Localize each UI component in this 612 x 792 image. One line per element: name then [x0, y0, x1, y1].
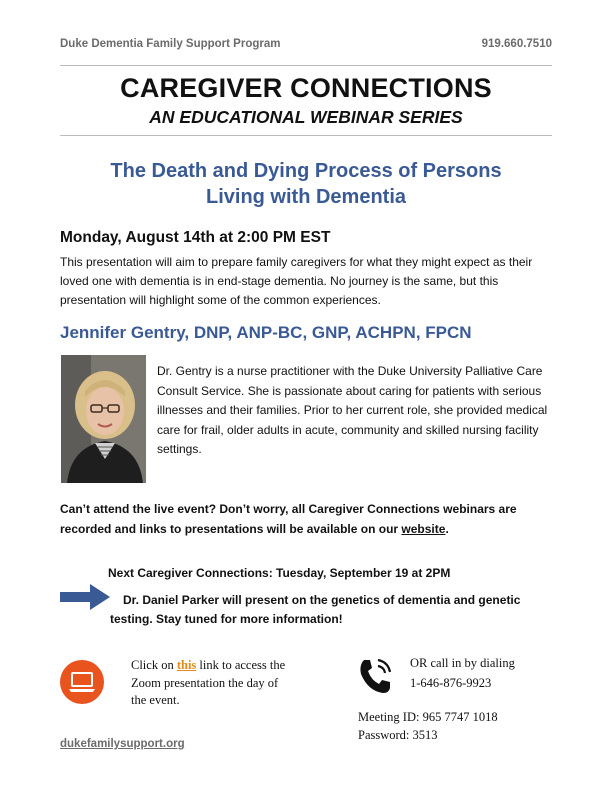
- talk-title: [60, 158, 552, 210]
- organization-name: Duke Dementia Family Support Program: [60, 38, 281, 50]
- meeting-id: Meeting ID: 965 7747 1018: [358, 710, 498, 724]
- phone-icon: [356, 656, 394, 696]
- header-phone: 919.660.7510: [481, 38, 552, 50]
- meeting-password: Password: 3513: [358, 728, 438, 742]
- laptop-icon[interactable]: [60, 660, 104, 704]
- zoom-suffix: link to access the Zoom presentation the day of the event.: [131, 658, 286, 707]
- page-title: CAREGIVER CONNECTIONS: [120, 73, 492, 103]
- speaker-photo: [61, 355, 146, 483]
- zoom-prefix: Click on: [131, 658, 177, 672]
- meeting-credentials: [358, 708, 498, 744]
- recording-notice-suffix: .: [445, 521, 449, 536]
- website-link[interactable]: website: [401, 521, 446, 536]
- call-in-number: 1-646-876-9923: [410, 675, 492, 690]
- speaker-bio: Dr. Gentry is a nurse practitioner with the Duke University Palliative Care Consult Service. She is passionate about caring for patients with serious illnesses and their families. Prior to her current role, she provided medical care for frail, older adults in acute, community and skilled nursing facility settings.: [157, 364, 548, 456]
- call-in-info: [410, 654, 515, 693]
- talk-description: This presentation will aim to prepare family caregivers for what they might expect as their loved one with dementia is in end-stage dementia. No journey is the same, but this presentation will highlight some of the common experiences.: [60, 255, 533, 307]
- event-datetime: Monday, August 14th at 2:00 PM EST: [60, 229, 331, 246]
- talk-title-line2: Living with Dementia: [205, 186, 407, 208]
- next-session-details: Dr. Daniel Parker will present on the genetics of dementia and genetic testing. Stay tuned for more information!: [110, 593, 521, 626]
- call-in-label: OR call in by dialing: [410, 656, 515, 670]
- talk-title-line1: The Death and Dying Process of Persons: [110, 160, 502, 182]
- recording-notice-text: Can’t attend the live event? Don’t worry, all Caregiver Connections webinars are recorded and links to presentations will be available on our: [60, 502, 517, 536]
- header-bar: [60, 38, 552, 50]
- arrow-right-icon: [60, 584, 110, 610]
- header-divider: [60, 65, 552, 66]
- next-session-heading: Next Caregiver Connections: Tuesday, September 19 at 2PM: [108, 566, 451, 580]
- footer-website-link[interactable]: dukefamilysupport.org: [60, 738, 185, 750]
- page-subtitle: AN EDUCATIONAL WEBINAR SERIES: [149, 107, 463, 127]
- recording-notice: [60, 500, 555, 539]
- zoom-link[interactable]: this: [176, 658, 197, 672]
- zoom-instructions: [131, 657, 296, 710]
- speaker-name: Jennifer Gentry, DNP, ANP-BC, GNP, ACHPN, FPCN: [60, 323, 472, 342]
- title-divider: [60, 135, 552, 136]
